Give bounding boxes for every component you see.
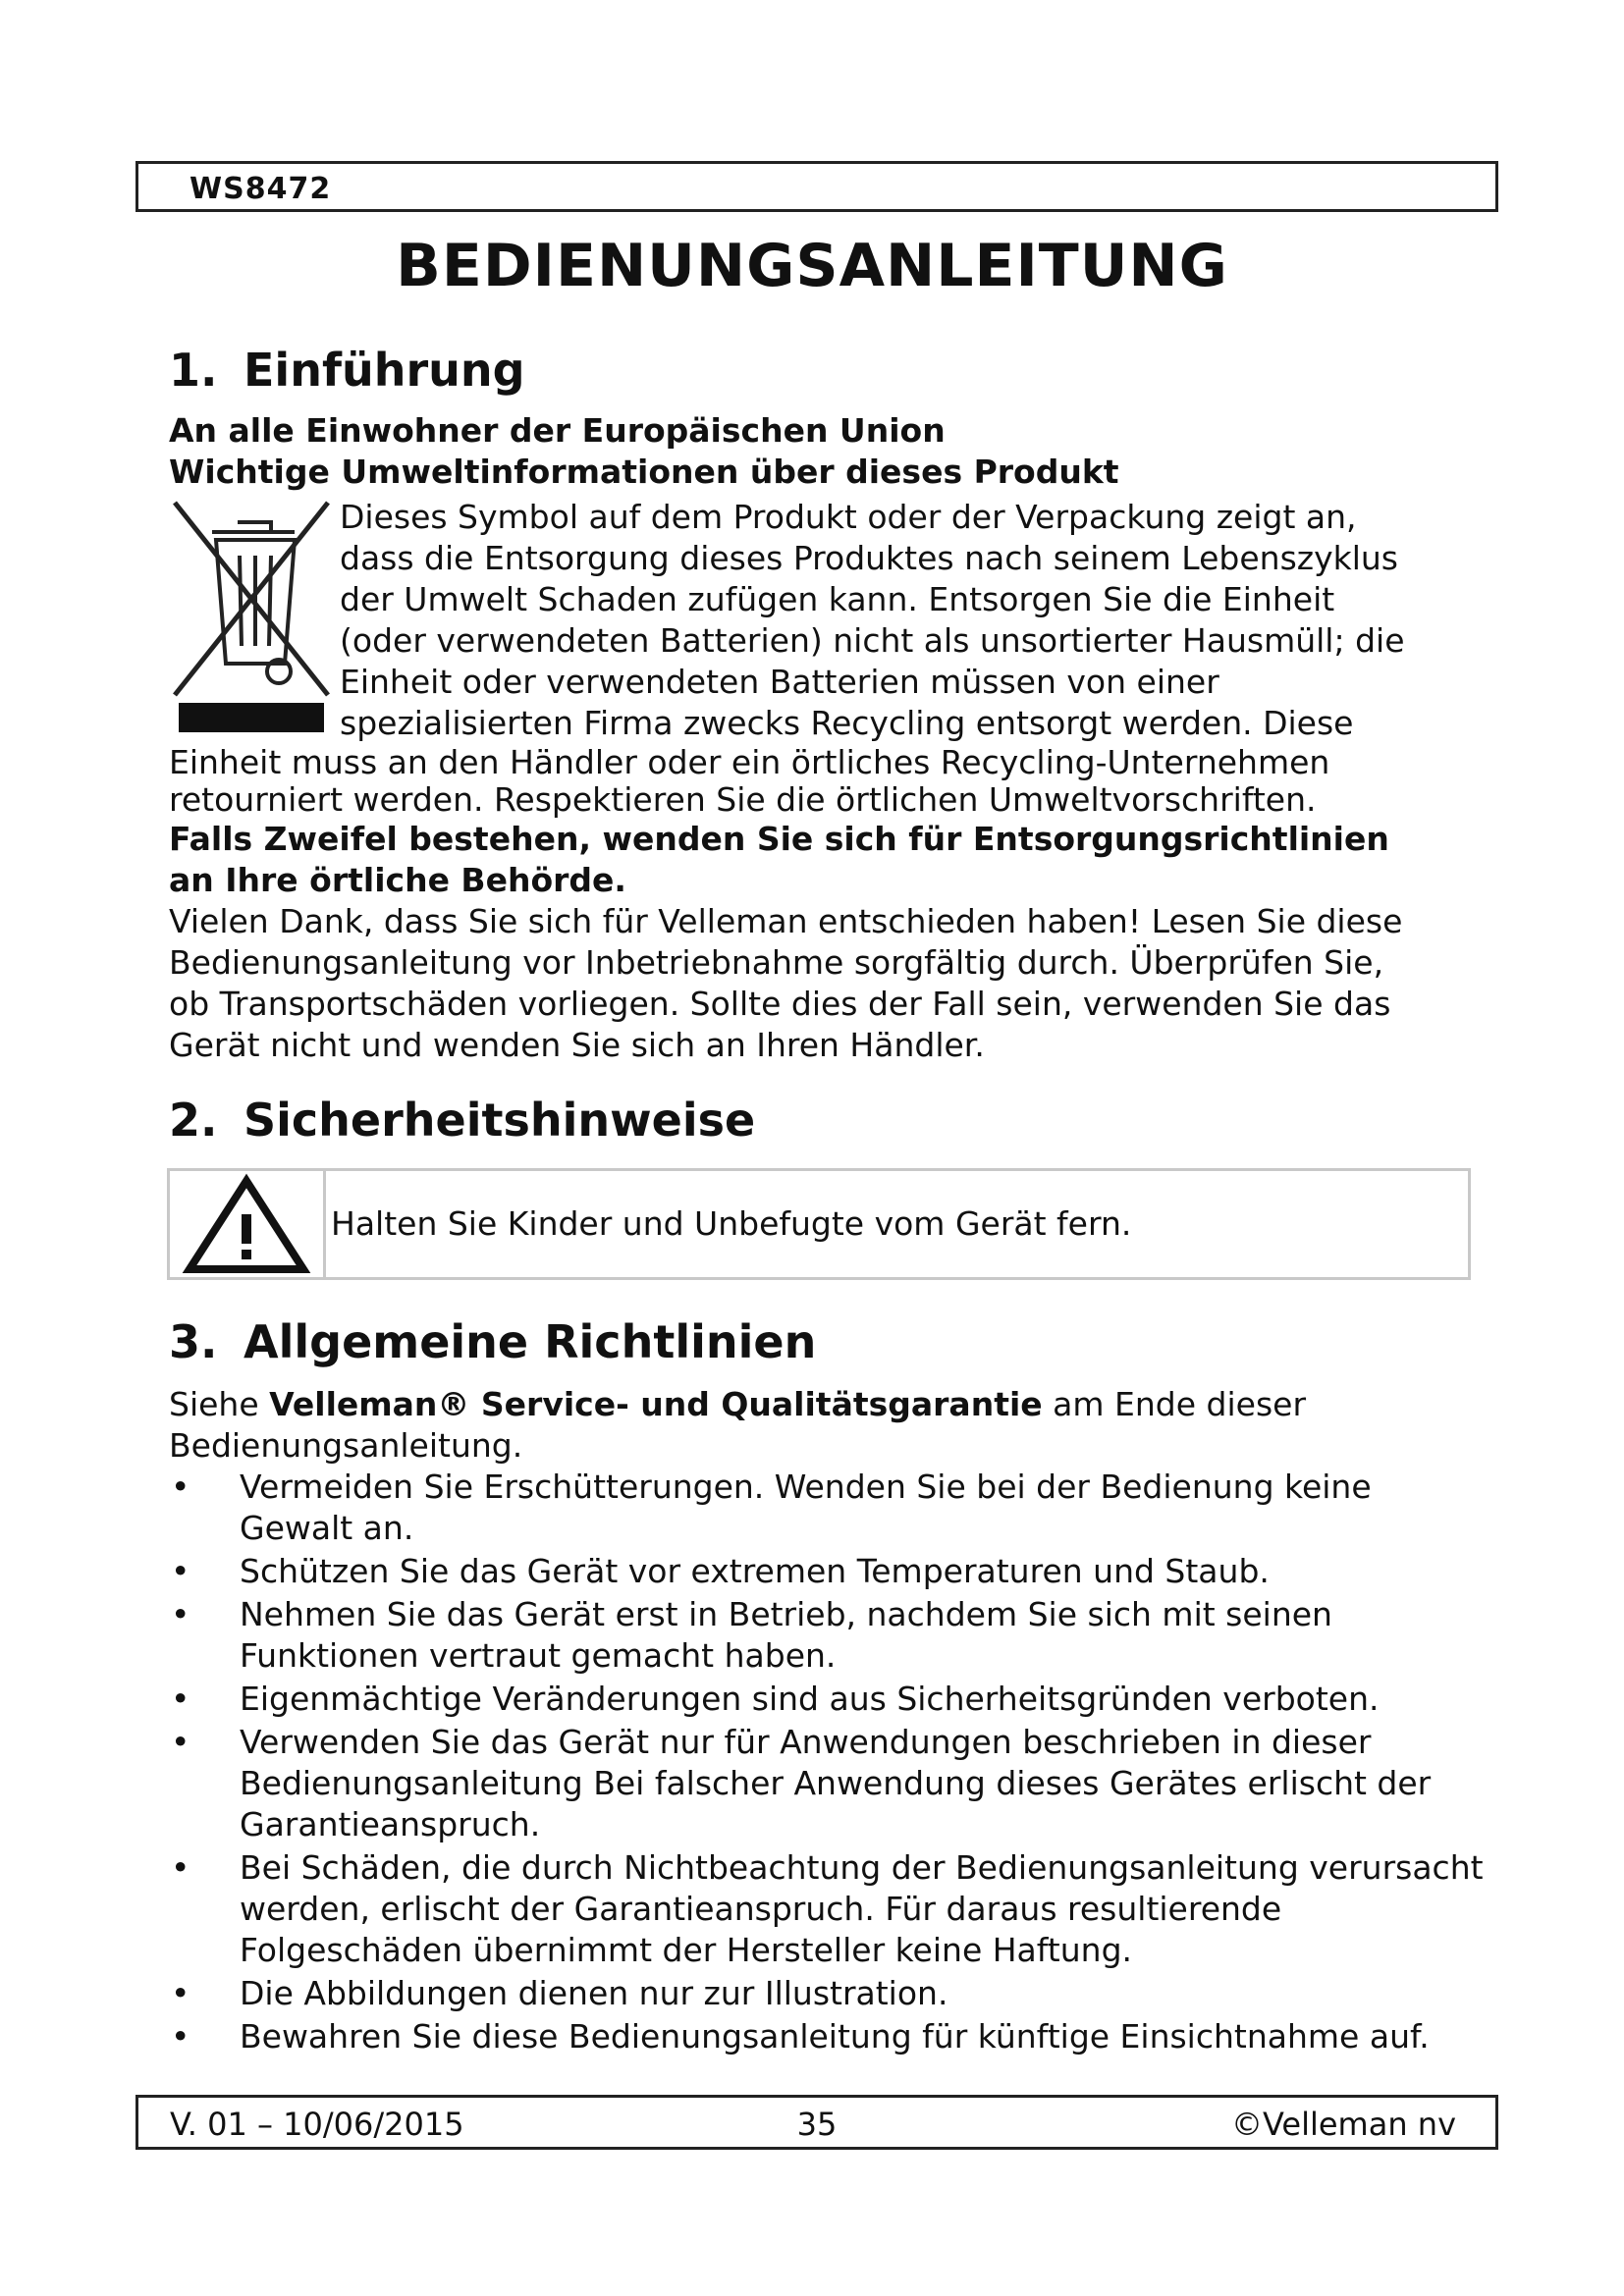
guarantee-title: Velleman® Service- und Qualitätsgarantie xyxy=(269,1385,1043,1423)
waste-line-1: Dieses Symbol auf dem Produkt oder der Verpackung zeigt an, xyxy=(340,498,1357,536)
section-3-title: Allgemeine Richtlinien xyxy=(244,1315,817,1368)
section-3-number: 3. xyxy=(169,1315,218,1368)
list-item: • Schützen Sie das Gerät vor extremen Temperaturen und Staub. xyxy=(169,1551,1485,1592)
waste-line-6: spezialisierten Firma zwecks Recycling entsorgt werden. Diese xyxy=(340,704,1354,742)
thanks-line-3: ob Transportschäden vorliegen. Sollte dies der Fall sein, verwenden Sie das xyxy=(169,985,1391,1023)
doubt-notice-line-1: Falls Zweifel bestehen, wenden Sie sich für Entsorgungsrichtlinien xyxy=(169,820,1389,858)
list-item: • Die Abbildungen dienen nur zur Illustration. xyxy=(169,1973,1485,2014)
waste-line-2: dass die Entsorgung dieses Produktes nach seinem Lebenszyklus xyxy=(340,539,1398,577)
weee-bar xyxy=(179,703,324,732)
guarantee-reference xyxy=(169,1384,1306,1425)
section-2-number: 2. xyxy=(169,1094,218,1147)
warning-triangle-icon xyxy=(170,1171,323,1277)
model-number: WS8472 xyxy=(189,172,332,206)
section-2-heading xyxy=(169,1094,755,1147)
list-item: • Eigenmächtige Veränderungen sind aus Sicherheitsgründen verboten. xyxy=(169,1679,1485,1720)
waste-line-7: Einheit muss an den Händler oder ein örtliches Recycling-Unternehmen xyxy=(169,743,1330,781)
copyright: ©Velleman nv xyxy=(1230,2106,1456,2143)
section-3-heading xyxy=(169,1315,816,1368)
version-date: V. 01 – 10/06/2015 xyxy=(170,2106,464,2143)
weee-symbol xyxy=(169,499,336,734)
thanks-line-1: Vielen Dank, dass Sie sich für Velleman entschieden haben! Lesen Sie diese xyxy=(169,902,1403,940)
warning-icon-cell xyxy=(170,1171,326,1277)
document-title: BEDIENUNGSANLEITUNG xyxy=(396,232,1228,300)
safety-warning-box xyxy=(167,1168,1471,1280)
guarantee-prefix: Siehe xyxy=(169,1385,270,1423)
list-item: • Bewahren Sie diese Bedienungsanleitung für künftige Einsichtnahme auf. xyxy=(169,2016,1485,2057)
doubt-notice-line-2: an Ihre örtliche Behörde. xyxy=(169,861,626,899)
environment-info-heading: Wichtige Umweltinformationen über dieses Produkt xyxy=(169,453,1119,491)
waste-line-3: der Umwelt Schaden zufügen kann. Entsorgen Sie die Einheit xyxy=(340,580,1335,618)
guarantee-reference-line-2: Bedienungsanleitung. xyxy=(169,1426,523,1465)
thanks-line-4: Gerät nicht und wenden Sie sich an Ihren Händler. xyxy=(169,1026,985,1064)
guidelines-list xyxy=(169,1467,1485,2059)
page-number: 35 xyxy=(796,2106,838,2143)
thanks-line-2: Bedienungsanleitung vor Inbetriebnahme sorgfältig durch. Überprüfen Sie, xyxy=(169,943,1384,982)
list-item: • Bei Schäden, die durch Nichtbeachtung der Bedienungsanleitung verursacht werden, erlischt der Garantieanspruch. Für daraus resultierende Folgeschäden übernimmt der Hersteller keine Haftung. xyxy=(169,1847,1485,1971)
list-item: • Verwenden Sie das Gerät nur für Anwendungen beschrieben in dieser Bedienungsanleitung Bei falscher Anwendung dieses Gerätes erlischt der Garantieanspruch. xyxy=(169,1722,1485,1845)
guarantee-suffix: am Ende dieser xyxy=(1042,1385,1307,1423)
eu-residents-heading: An alle Einwohner der Europäischen Union xyxy=(169,411,946,450)
section-1-title: Einführung xyxy=(244,344,525,397)
waste-line-8: retourniert werden. Respektieren Sie die örtlichen Umweltvorschriften. xyxy=(169,780,1317,819)
crossed-bin-icon xyxy=(169,499,336,705)
footer-box xyxy=(135,2095,1498,2150)
section-1-number: 1. xyxy=(169,344,218,397)
safety-warning-text: Halten Sie Kinder und Unbefugte vom Gerät fern. xyxy=(331,1204,1132,1243)
list-item: • Nehmen Sie das Gerät erst in Betrieb, nachdem Sie sich mit seinen Funktionen vertraut gemacht haben. xyxy=(169,1594,1485,1677)
waste-line-5: Einheit oder verwendeten Batterien müssen von einer xyxy=(340,663,1219,701)
header-box xyxy=(135,161,1498,212)
section-2-title: Sicherheitshinweise xyxy=(244,1094,756,1147)
section-1-heading xyxy=(169,344,525,397)
waste-line-4: (oder verwendeten Batterien) nicht als unsortierter Hausmüll; die xyxy=(340,621,1405,660)
list-item: • Vermeiden Sie Erschütterungen. Wenden Sie bei der Bedienung keine Gewalt an. xyxy=(169,1467,1485,1549)
